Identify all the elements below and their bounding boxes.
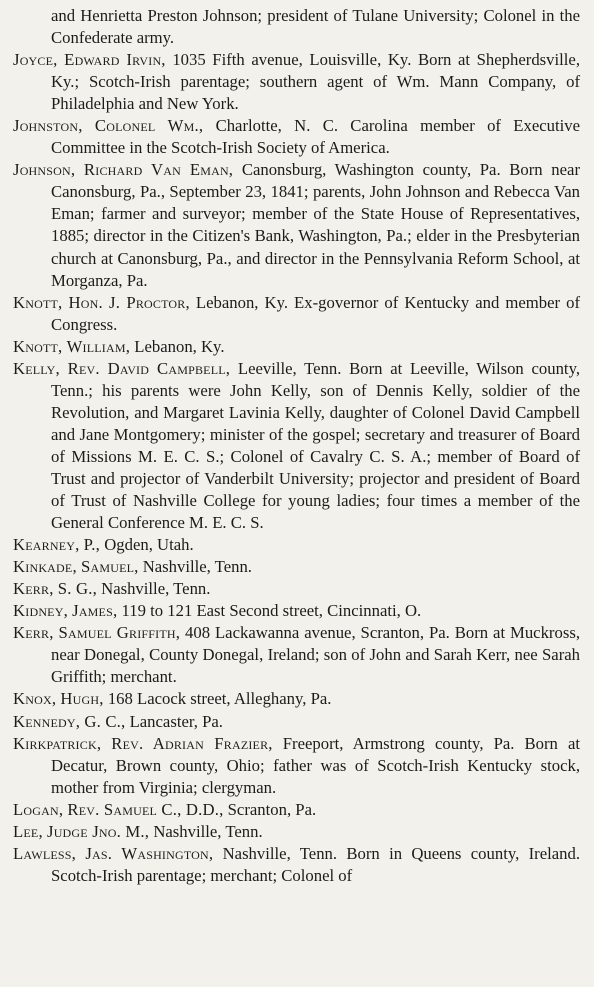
entry-kearney <box>13 534 580 556</box>
entry-kirkpatrick <box>13 733 580 799</box>
entry-text: Canonsburg, Washington county, Pa. Born near Canonsburg, Pa., September 23, 1841; parents, John Johnson and Rebecca Van Eman; farmer and surveyor; member of the State House of Representatives, 1885; director in the Citizen's Bank, Washington, Pa.; elder in the Presbyterian church at Canonsburg, Pa., and director in the Pennsylvania Reform School, at Morganza, Pa. <box>51 160 581 290</box>
entry-knott-william <box>13 336 580 358</box>
entry-text: Freeport, Armstrong county, Pa. Born at Decatur, Brown county, Ohio; father was of Scotch-Irish Kentucky stock, mother from Virginia; clergyman. <box>51 733 580 797</box>
entry-surname: Lawless, <box>13 843 77 863</box>
entry-given-name: P., <box>83 535 101 555</box>
entry-text: Nashville, Tenn. <box>101 579 211 599</box>
entry-given-name: Rev. David Campbell, <box>67 358 231 378</box>
entry-given-name: Richard Van Eman, <box>83 160 234 180</box>
entry-johnston-colonel <box>13 115 580 159</box>
entry-surname: Kelly, <box>13 358 60 378</box>
entry-given-name: Hugh, <box>60 689 104 709</box>
entry-logan <box>13 799 580 821</box>
entry-lawless <box>13 843 580 887</box>
entry-joyce-edward <box>13 49 580 115</box>
entry-surname: Logan, <box>13 799 64 819</box>
entry-kidney <box>13 600 580 622</box>
entry-text: Scranton, Pa. <box>227 799 317 819</box>
entry-kennedy <box>13 711 580 733</box>
entry-given-name: Edward Irvin, <box>64 50 166 70</box>
entry-kerr-sg <box>13 578 580 600</box>
entry-surname: Kerr, <box>13 579 54 599</box>
entry-text: Ogden, Utah. <box>104 535 194 555</box>
entry-surname: Kearney, <box>13 535 80 555</box>
entry-given-name: Samuel Griffith, <box>58 623 181 643</box>
entry-text: Lancaster, Pa. <box>129 711 223 731</box>
entry-surname: Knox, <box>13 689 57 709</box>
entry-text: 408 Lackawanna avenue, Scranton, Pa. Born at Muckross, near Donegal, County Donegal, Ireland; son of John and Sarah Kerr, nee Sarah Griffith; merchant. <box>51 623 580 687</box>
entry-surname: Kirkpatrick, <box>13 733 102 753</box>
entry-text: Nashville, Tenn. <box>153 821 263 841</box>
entry-surname: Johnson, <box>13 160 76 180</box>
entry-text: Lebanon, Ky. Ex-governor of Kentucky and member of Congress. <box>51 292 580 334</box>
entry-text: Nashville, Tenn. <box>142 557 252 577</box>
entry-surname: Kidney, <box>13 601 68 621</box>
entry-given-name: G. C., <box>84 711 126 731</box>
entry-given-name: James, <box>72 601 118 621</box>
entry-kerr-samuel <box>13 622 580 688</box>
entry-kinkade <box>13 556 580 578</box>
entry-surname: Lee, <box>13 821 43 841</box>
entry-surname: Johnston, <box>13 116 83 136</box>
entry-knox <box>13 688 580 710</box>
entry-johnson-richard <box>13 159 580 291</box>
entry-text: Charlotte, N. C. Carolina member of Executive Committee in the Scotch-Irish Society of America. <box>51 116 581 158</box>
entry-surname: Joyce, <box>13 50 58 70</box>
entry-surname: Kennedy, <box>13 711 81 731</box>
entry-text: 1035 Fifth avenue, Louisville, Ky. Born at Shepherdsville, Ky.; Scotch-Irish parentage; southern agent of Wm. Mann Company, of Philadelphia and New York. <box>51 50 580 114</box>
entry-surname: Kerr, <box>13 623 54 643</box>
entry-given-name: S. G., <box>57 579 97 599</box>
entry-text: Nashville, Tenn. Born in Queens county, Ireland. Scotch-Irish parentage; merchant; Colonel of <box>51 843 581 885</box>
entry-surname: Knott, <box>13 336 63 356</box>
entry-given-name: Rev. Samuel C., D.D., <box>67 799 224 819</box>
entry-given-name: Jas. Washington, <box>85 843 214 863</box>
entry-given-name: Hon. J. Proctor, <box>68 292 190 312</box>
entry-text: 168 Lacock street, Alleghany, Pa. <box>107 689 332 709</box>
entry-text: and Henrietta Preston Johnson; president of Tulane University; Colonel in the Confederate army. <box>51 6 580 48</box>
entry-given-name: Judge Jno. M., <box>47 821 150 841</box>
entry-surname: Knott, <box>13 292 63 312</box>
entry-continuation <box>13 5 580 49</box>
entry-text: Lebanon, Ky. <box>134 336 225 356</box>
entry-lee <box>13 821 580 843</box>
entry-given-name: Samuel, <box>81 557 139 577</box>
entry-text: Leeville, Tenn. Born at Leeville, Wilson county, Tenn.; his parents were John Kelly, son of Dennis Kelly, soldier of the Revolution, and Margaret Lavinia Kelly, daughter of Colonel David Campbell and Jane Montgomery; minister of the gospel; secretary and treasurer of Board of Missions M. E. C. S.; Colonel of Cavalry C. S. A.; member of Board of Trust and projector of Vanderbilt University; projector and president of Board of Trust of Nashville College for young ladies; four times a member of the General Conference M. E. C. S. <box>51 358 581 533</box>
entry-surname: Kinkade, <box>13 557 77 577</box>
entry-given-name: William, <box>66 336 131 356</box>
entry-knott-proctor <box>13 292 580 336</box>
entry-kelly-david <box>13 358 580 534</box>
entry-given-name: Rev. Adrian Frazier, <box>111 733 273 753</box>
entry-given-name: Colonel Wm., <box>94 116 204 136</box>
entry-text: 119 to 121 East Second street, Cincinnati, O. <box>121 601 422 621</box>
